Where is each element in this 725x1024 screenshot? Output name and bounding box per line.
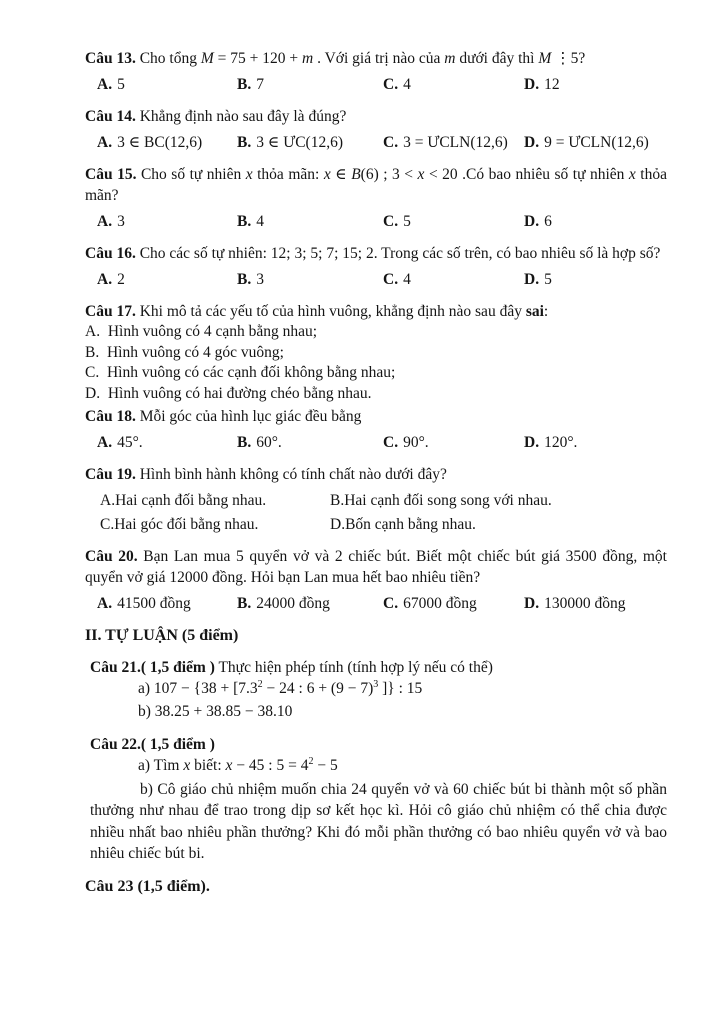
question-text xyxy=(90,734,667,755)
answer-option-a xyxy=(97,74,237,95)
option-key: B. xyxy=(237,271,252,288)
option-text: 9 = ƯCLN(12,6) xyxy=(544,134,649,151)
answer-option-a xyxy=(97,593,237,614)
option-key: D. xyxy=(330,516,346,533)
option-text: 41500 đồng xyxy=(117,595,191,612)
option-text: 3 xyxy=(256,271,264,288)
option-key: A. xyxy=(100,492,116,509)
question-number-label: Câu 13. xyxy=(85,50,136,67)
text-segment: a) Tìm xyxy=(138,757,184,774)
text-segment: M xyxy=(200,50,214,67)
option-text: 24000 đồng xyxy=(256,595,330,612)
text-segment: x xyxy=(417,166,425,183)
text-segment: : xyxy=(543,303,549,320)
answer-option-b xyxy=(237,211,383,232)
text-segment: m xyxy=(302,50,314,67)
option-key: B. xyxy=(237,213,252,230)
question-text xyxy=(85,406,667,427)
question-text xyxy=(85,164,667,206)
question-text xyxy=(85,48,667,69)
option-key: A. xyxy=(97,595,113,612)
section-heading-tu-luan xyxy=(85,625,667,646)
answer-option-d xyxy=(524,593,667,614)
question-number-label: Câu 18. xyxy=(85,408,136,425)
question-text xyxy=(85,106,667,127)
answer-options xyxy=(85,432,667,453)
answer-option-c xyxy=(383,74,524,95)
question-text xyxy=(85,301,667,322)
question-19 xyxy=(85,464,667,535)
text-segment: − 5 xyxy=(313,757,338,774)
option-text: 67000 đồng xyxy=(403,595,477,612)
option-key: A. xyxy=(97,271,113,288)
text-segment: biết: xyxy=(190,757,226,774)
option-text: 5 xyxy=(544,271,552,288)
answer-option-b xyxy=(330,490,667,511)
text-segment: 2 xyxy=(308,755,314,767)
question-23 xyxy=(85,876,667,897)
option-key: B. xyxy=(237,76,252,93)
option-text: 4 xyxy=(403,76,411,93)
option-key: A. xyxy=(97,76,113,93)
option-key: B. xyxy=(237,134,252,151)
option-key: D. xyxy=(524,434,540,451)
answer-option-d xyxy=(524,211,667,232)
text-segment: b) 38.25 + 38.85 − 38.10 xyxy=(138,702,293,720)
text-segment: B xyxy=(351,166,361,183)
text-segment: dưới đây thì xyxy=(455,50,539,67)
question-21 xyxy=(85,657,667,723)
text-segment: ⋮5? xyxy=(551,50,586,67)
question-16 xyxy=(85,243,667,290)
answer-option-b xyxy=(237,74,383,95)
option-key: C. xyxy=(100,516,115,533)
option-text: 45°. xyxy=(117,434,143,451)
answer-options xyxy=(85,132,667,153)
question-14 xyxy=(85,106,667,153)
option-text: 130000 đồng xyxy=(544,595,626,612)
answer-option-b xyxy=(237,593,383,614)
answer-option-d xyxy=(524,74,667,95)
text-segment: ]} : 15 xyxy=(378,680,423,697)
option-key: A. xyxy=(97,434,113,451)
statement-option: A. Hình vuông có 4 cạnh bằng nhau; xyxy=(85,323,318,340)
essay-paragraph: b) Cô giáo chủ nhiệm muốn chia 24 quyển vở và 60 chiếc bút bi thành một số phần thưởng như nhau để trao trong dịp sơ kết học kì. Hỏi cô giáo chủ nhiệm có thể chia được nhiều nhất bao nhiêu phần thưởng? Khi đó mỗi phần thưởng có bao nhiêu quyển vở và bao nhiêu chiếc bút bi. xyxy=(90,780,667,862)
text-segment: m xyxy=(444,50,456,67)
question-18 xyxy=(85,406,667,453)
answer-option-d xyxy=(524,132,667,153)
question-number-label: Câu 20. xyxy=(85,548,138,565)
option-text: 6 xyxy=(544,213,552,230)
question-text xyxy=(85,464,667,485)
answer-option-a xyxy=(97,211,237,232)
option-key: A. xyxy=(97,134,113,151)
answer-option-b xyxy=(237,432,383,453)
text-segment: a) 107 − {38 + [7.3 xyxy=(138,680,258,697)
option-key: D. xyxy=(524,213,540,230)
option-text: 90°. xyxy=(403,434,429,451)
option-text: 12 xyxy=(544,76,560,93)
option-key: D. xyxy=(524,134,540,151)
option-text: 4 xyxy=(256,213,264,230)
option-text: Bốn cạnh bằng nhau. xyxy=(345,516,476,533)
statement-option: C. Hình vuông có các cạnh đối không bằng nhau; xyxy=(85,364,396,381)
text-segment: = 75 + 120 + xyxy=(213,50,303,67)
text-segment: x xyxy=(245,166,253,183)
option-key: C. xyxy=(383,595,399,612)
text-segment: Hình bình hành không có tính chất nào dưới đây? xyxy=(135,466,447,483)
question-number-label: Câu 15. xyxy=(85,166,137,183)
option-key: D. xyxy=(524,595,540,612)
answer-options xyxy=(85,74,667,95)
answer-option-d xyxy=(330,514,667,535)
option-text: 120°. xyxy=(544,434,578,451)
text-segment: Thực hiện phép tính (tính hợp lý nếu có thể) xyxy=(214,659,493,676)
answer-option-a xyxy=(97,132,237,153)
question-number-label: Câu 19. xyxy=(85,466,136,483)
statement-option: B. Hình vuông có 4 góc vuông; xyxy=(85,343,284,361)
answer-option-c xyxy=(383,269,524,290)
text-segment: ∈ xyxy=(330,166,352,183)
option-text: 5 xyxy=(117,76,125,93)
answer-option-b xyxy=(237,269,383,290)
question-number-label: Câu 17. xyxy=(85,303,136,320)
option-key: B. xyxy=(237,595,252,612)
text-segment: Cho các số tự nhiên: 12; 3; 5; 7; 15; 2. Trong các số trên, có bao nhiêu số là hợp số? xyxy=(135,245,661,262)
answer-option-b xyxy=(237,132,383,153)
option-text: 3 ∈ BC(12,6) xyxy=(117,134,203,151)
answer-options xyxy=(85,211,667,232)
answer-option-d xyxy=(524,432,667,453)
answer-option-c xyxy=(100,514,330,535)
text-segment: M xyxy=(538,50,552,67)
question-text xyxy=(85,546,667,588)
text-segment: . Với giá trị nào của xyxy=(313,50,445,67)
answer-option-c xyxy=(383,432,524,453)
option-text: Hai góc đối bằng nhau. xyxy=(114,516,259,533)
option-key: C. xyxy=(383,76,399,93)
question-23-text: Câu 23 (1,5 điểm). xyxy=(85,877,210,895)
question-20 xyxy=(85,546,667,614)
text-segment: thỏa mãn? xyxy=(85,166,667,204)
answer-options xyxy=(85,490,667,535)
text-segment: 3 xyxy=(373,678,379,690)
text-segment: x xyxy=(628,166,636,183)
option-text: 4 xyxy=(403,271,411,288)
option-key: D. xyxy=(524,271,540,288)
option-text: 3 = ƯCLN(12,6) xyxy=(403,134,508,151)
text-segment: < 20 .Có bao nhiêu số tự nhiên xyxy=(424,166,629,183)
option-text: 7 xyxy=(256,76,264,93)
option-text: Hai cạnh đối song song với nhau. xyxy=(344,492,552,509)
option-text: Hai cạnh đối bằng nhau. xyxy=(115,492,267,509)
text-segment: x xyxy=(183,757,191,774)
answer-option-a xyxy=(97,432,237,453)
answer-option-c xyxy=(383,132,524,153)
text-segment: Khẳng định nào sau đây là đúng? xyxy=(135,108,347,125)
text-segment: Bạn Lan mua 5 quyển vở và 2 chiếc bút. Biết một chiếc bút giá 3500 đồng, một quyển vở giá 12000 đồng. Hỏi bạn Lan mua hết bao nhiêu tiền? xyxy=(85,548,667,586)
question-17 xyxy=(85,301,667,404)
essay-subitem xyxy=(90,701,667,724)
text-segment: − 45 : 5 = 4 xyxy=(232,757,309,774)
option-key: C. xyxy=(383,213,399,230)
question-number-label: Câu 21.( 1,5 điểm ) xyxy=(90,659,215,676)
answer-option-d xyxy=(524,269,667,290)
text-segment: − 24 : 6 + (9 − 7) xyxy=(262,680,374,697)
option-key: B. xyxy=(330,492,345,509)
text-segment: 2 xyxy=(257,678,263,690)
section-heading-tu-luan-text: II. TỰ LUẬN (5 điểm) xyxy=(85,627,239,644)
option-text: 5 xyxy=(403,213,411,230)
answer-options xyxy=(85,593,667,614)
question-13 xyxy=(85,48,667,95)
option-key: B. xyxy=(237,434,252,451)
question-number-label: Câu 16. xyxy=(85,245,136,262)
text-segment: Cho số tự nhiên xyxy=(136,166,246,183)
text-segment: x xyxy=(323,166,331,183)
text-segment: x xyxy=(225,757,233,774)
question-22 xyxy=(85,734,667,865)
statement-option: D. Hình vuông có hai đường chéo bằng nhau. xyxy=(85,384,372,402)
question-text xyxy=(90,657,667,678)
essay-subitem xyxy=(90,678,667,701)
answer-option-a xyxy=(100,490,330,511)
text-segment: (6) ; 3 < xyxy=(360,166,418,183)
answer-option-c xyxy=(383,211,524,232)
exam-content xyxy=(85,48,667,897)
option-text: 3 ∈ ƯC(12,6) xyxy=(256,134,344,151)
option-text: 2 xyxy=(117,271,125,288)
option-text: 60°. xyxy=(256,434,282,451)
option-key: D. xyxy=(524,76,540,93)
answer-option-c xyxy=(383,593,524,614)
essay-subitem xyxy=(90,755,667,778)
text-segment: thỏa mãn: xyxy=(252,166,324,183)
question-number-label: Câu 14. xyxy=(85,108,136,125)
option-key: C. xyxy=(383,434,399,451)
text-segment: Cho tổng xyxy=(135,50,201,67)
text-segment: Khi mô tả các yếu tố của hình vuông, khẳng định nào sau đây xyxy=(135,303,526,320)
text-segment: sai xyxy=(525,303,544,320)
question-number-label: Câu 22.( 1,5 điểm ) xyxy=(90,736,215,753)
text-segment: Mỗi góc của hình lục giác đều bằng xyxy=(135,408,362,425)
question-15 xyxy=(85,164,667,232)
answer-option-a xyxy=(97,269,237,290)
question-text xyxy=(85,243,667,264)
option-text: 3 xyxy=(117,213,125,230)
option-key: C. xyxy=(383,271,399,288)
option-key: A. xyxy=(97,213,113,230)
answer-options xyxy=(85,269,667,290)
option-key: C. xyxy=(383,134,399,151)
